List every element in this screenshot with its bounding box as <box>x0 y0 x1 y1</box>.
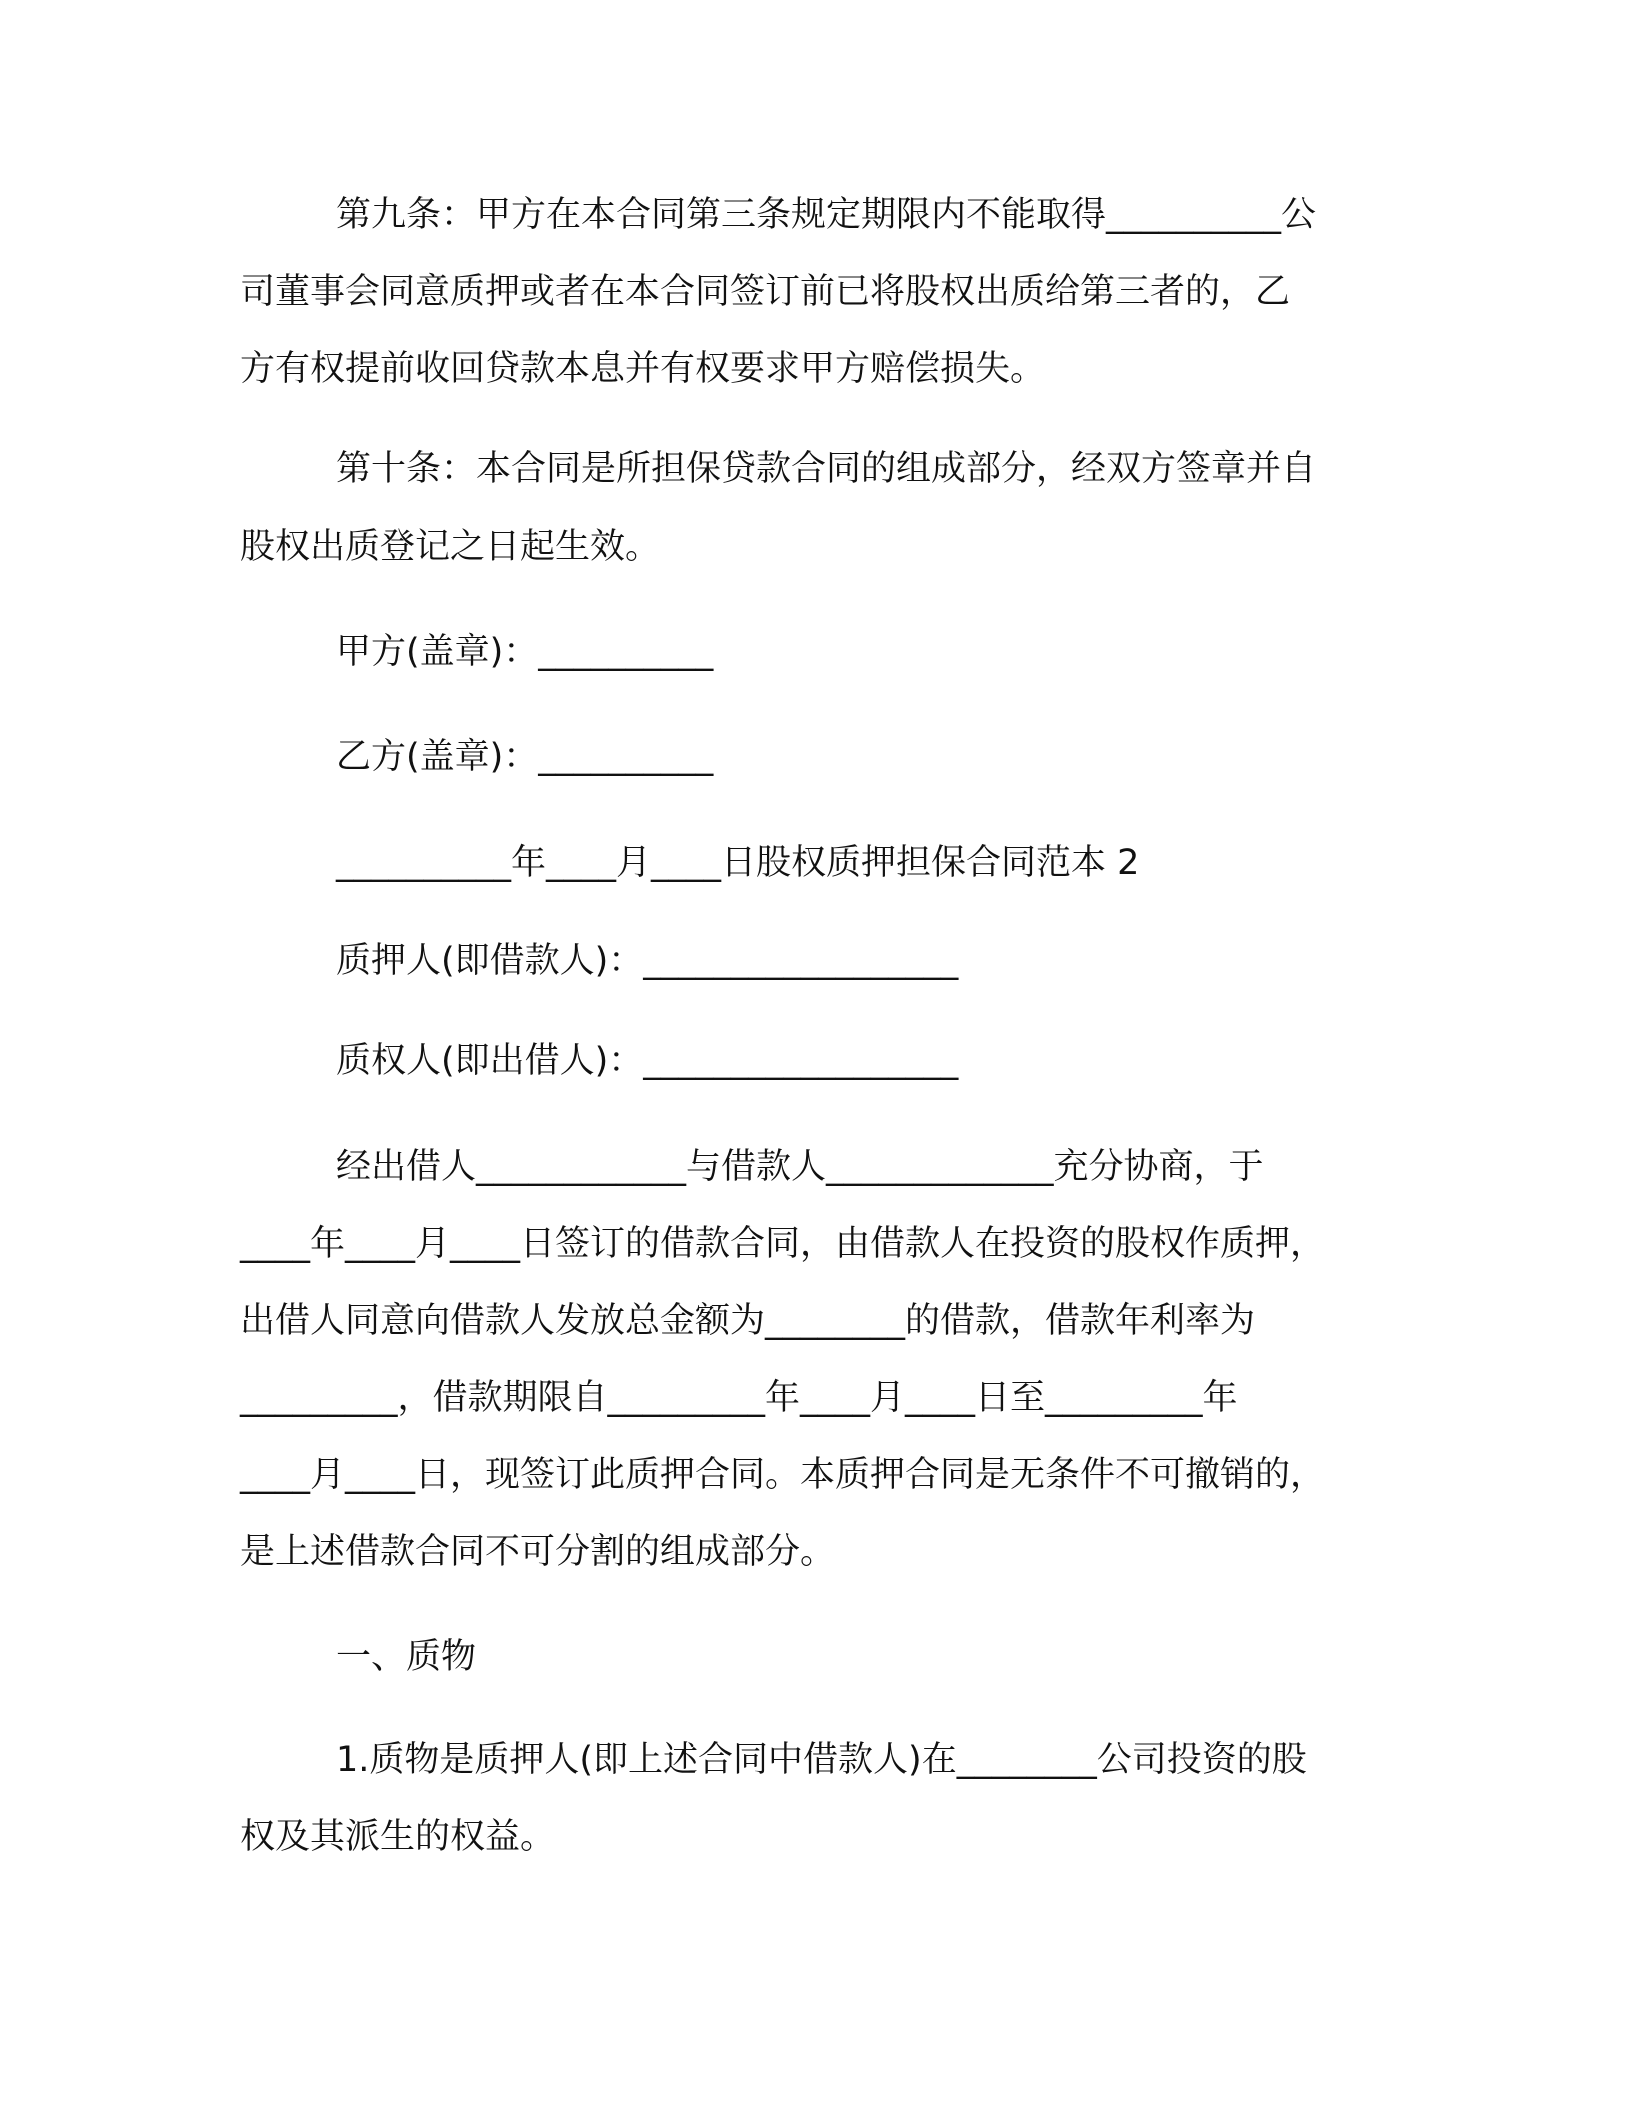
article-10-line-1: 第十条：本合同是所担保贷款合同的组成部分，经双方签章并自 <box>336 449 1317 489</box>
preamble-line-3: 出借人同意向借款人发放总金额为________的借款，借款年利率为 <box>240 1301 1256 1341</box>
preamble-line-4: _________，借款期限自_________年____月____日至_________年 <box>240 1378 1238 1418</box>
party-a-signature: 甲方(盖章)：__________ <box>336 632 714 672</box>
article-9-line-3: 方有权提前收回贷款本息并有权要求甲方赔偿损失。 <box>240 349 1046 389</box>
preamble-line-5: ____月____日，现签订此质押合同。本质押合同是无条件不可撤销的， <box>240 1455 1326 1495</box>
party-b-signature: 乙方(盖章)：__________ <box>336 737 714 777</box>
date-and-template-title: __________年____月____日股权质押担保合同范本 2 <box>336 843 1140 883</box>
section-1-item-1-line-1: 1.质物是质押人(即上述合同中借款人)在________公司投资的股 <box>336 1740 1307 1780</box>
article-10-line-2: 股权出质登记之日起生效。 <box>240 527 661 567</box>
pledgee-line: 质权人(即出借人)：__________________ <box>336 1041 959 1081</box>
preamble-line-1: 经出借人____________与借款人_____________充分协商，于 <box>336 1147 1264 1187</box>
article-9-line-1: 第九条：甲方在本合同第三条规定期限内不能取得__________公 <box>336 195 1317 235</box>
preamble-line-6: 是上述借款合同不可分割的组成部分。 <box>240 1532 836 1572</box>
pledgor-line: 质押人(即借款人)：__________________ <box>336 941 959 981</box>
section-1-item-1-line-2: 权及其派生的权益。 <box>240 1817 556 1857</box>
section-1-heading: 一、质物 <box>336 1637 477 1677</box>
preamble-line-2: ____年____月____日签订的借款合同，由借款人在投资的股权作质押， <box>240 1224 1326 1264</box>
article-9-line-2: 司董事会同意质押或者在本合同签订前已将股权出质给第三者的，乙 <box>240 272 1291 312</box>
